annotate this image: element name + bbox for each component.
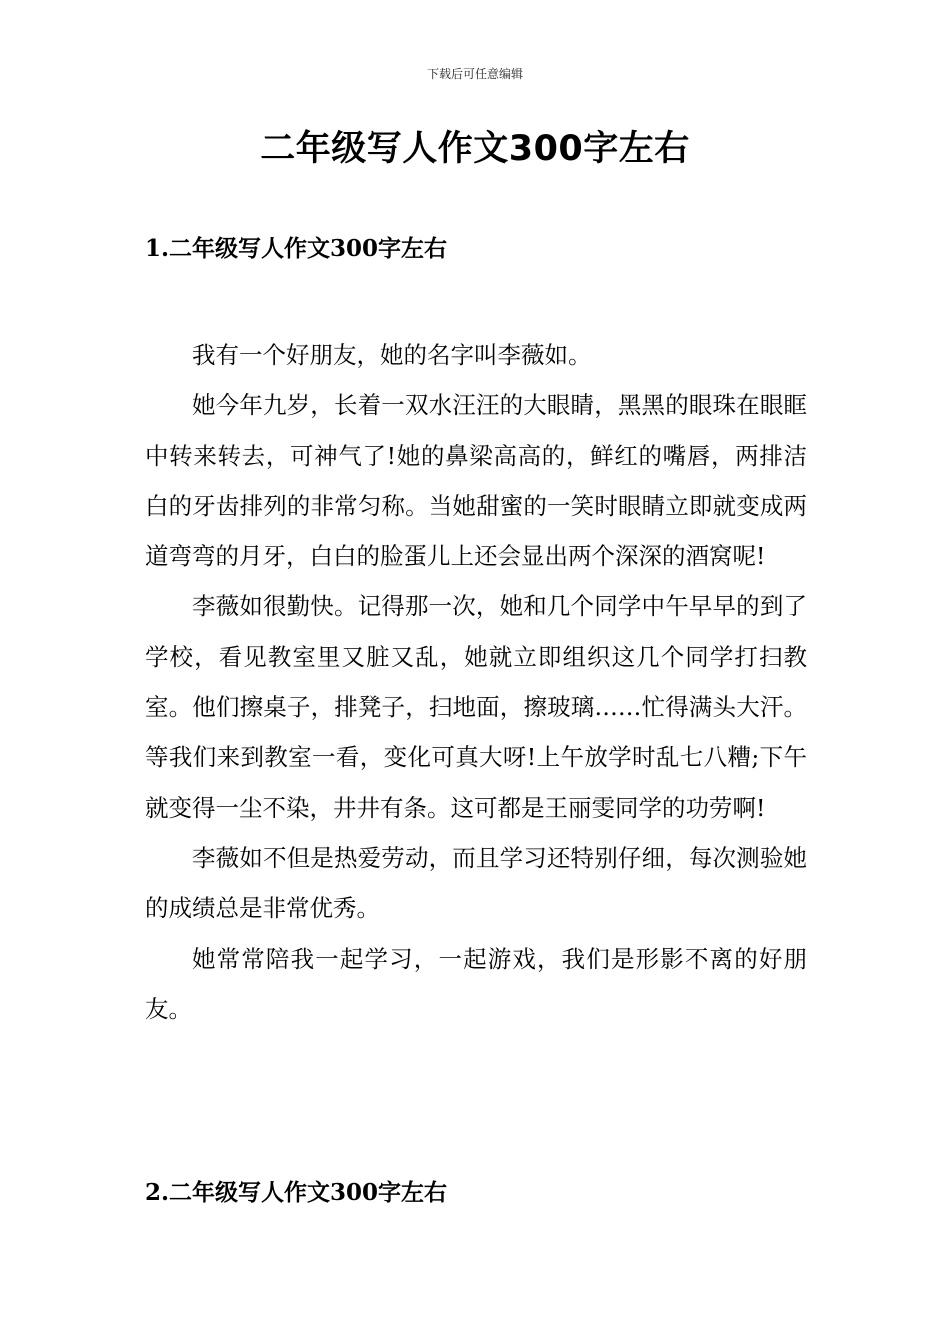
paragraph-5: 她常常陪我一起学习，一起游戏，我们是形影不离的好朋友。 [145, 944, 807, 1023]
section-1-body [145, 330, 807, 1034]
paragraph-3: 李薇如很勤快。记得那一次，她和几个同学中午早早的到了学校，看见教室里又脏又乱，她就立即组织这几个同学打扫教室。他们擦桌子，排凳子，扫地面，擦玻璃……忙得满头大汗。等我们来到教室一看，变化可真大呀!上午放学时乱七八糟;下午就变得一尘不染，井井有条。这可都是王丽雯同学的功劳啊! [145, 592, 807, 822]
document-title: 二年级写人作文300字左右 [260, 129, 690, 169]
section-heading-1: 1.二年级写人作文300字左右 [145, 235, 448, 262]
paragraph-2: 她今年九岁，长着一双水汪汪的大眼睛，黑黑的眼珠在眼眶中转来转去，可神气了!她的鼻梁高高的，鲜红的嘴唇，两排洁白的牙齿排列的非常匀称。当她甜蜜的一笑时眼睛立即就变成两道弯弯的月牙，白白的脸蛋儿上还会显出两个深深的酒窝呢! [145, 391, 807, 571]
paragraph-4: 李薇如不但是热爱劳动，而且学习还特别仔细，每次测验她的成绩总是非常优秀。 [145, 843, 807, 923]
header-note: 下载后可任意编辑 [426, 67, 523, 81]
paragraph-1: 我有一个好朋友，她的名字叫李薇如。 [192, 341, 592, 369]
section-heading-2: 2.二年级写人作文300字左右 [145, 1179, 448, 1206]
